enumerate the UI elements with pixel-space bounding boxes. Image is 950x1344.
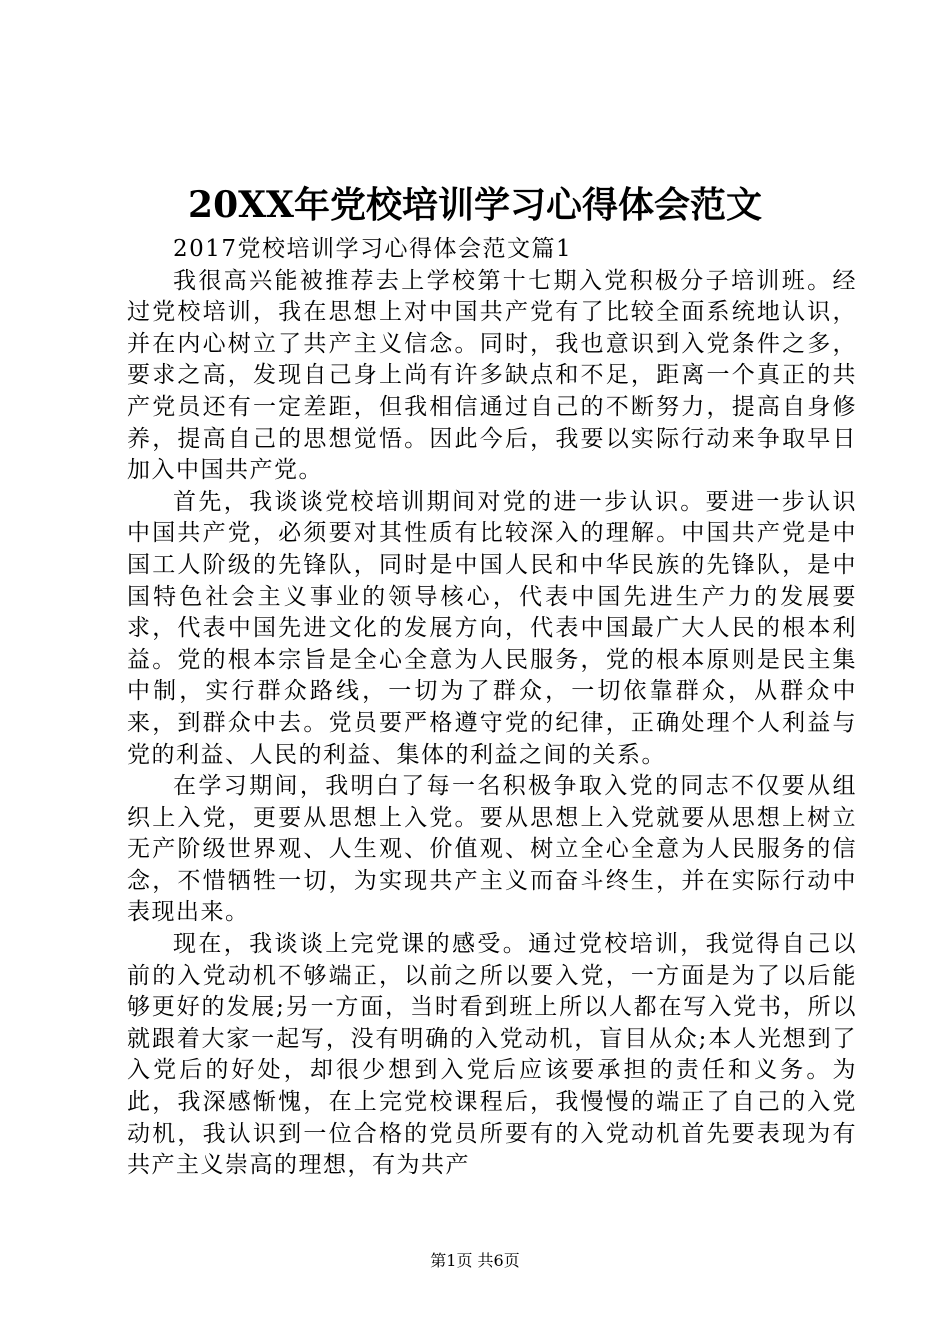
- paragraph-4: 现在，我谈谈上完党课的感受。通过党校培训，我觉得自己以前的入党动机不够端正，以前之所以要入党，一方面是为了以后能够更好的发展;另一方面，当时看到班上所以人都在写入党书，所以就跟着大家一起写，没有明确的入党动机，盲目从众;本人光想到了入党后的好处，却很少想到入党后应该要承担的责任和义务。为此，我深感惭愧，在上完党校课程后，我慢慢的端正了自己的入党动机，我认识到一位合格的党员所要有的入党动机首先要表现为有共产主义崇高的理想，有为共产: [127, 931, 857, 1179]
- paragraph-1: 我很高兴能被推荐去上学校第十七期入党积极分子培训班。经过党校培训，我在思想上对中国共产党有了比较全面系统地认识，并在内心树立了共产主义信念。同时，我也意识到入党条件之多，要求之高，发现自己身上尚有许多缺点和不足，距离一个真正的共产党员还有一定差距，但我相信通过自己的不断努力，提高自身修养，提高自己的思想觉悟。因此今后，我要以实际行动来争取早日加入中国共产党。: [127, 267, 857, 484]
- document-title: 20XX年党校培训学习心得体会范文: [188, 184, 762, 226]
- paragraph-3: 在学习期间，我明白了每一名积极争取入党的同志不仅要从组织上入党，更要从思想上入党。要从思想上入党就要从思想上树立无产阶级世界观、人生观、价值观、树立全心全意为人民服务的信念，不惜牺牲一切，为实现共产主义而奋斗终生，并在实际行动中表现出来。: [127, 773, 857, 926]
- document-body: [127, 234, 857, 1182]
- section-heading: 2017党校培训学习心得体会范文篇1: [173, 236, 573, 262]
- page-footer: 第1页 共6页: [430, 1251, 520, 1270]
- paragraph-2: 首先，我谈谈党校培训期间对党的进一步认识。要进一步认识中国共产党，必须要对其性质有比较深入的理解。中国共产党是中国工人阶级的先锋队，同时是中国人民和中华民族的先锋队，是中国特色社会主义事业的领导核心，代表中国先进生产力的发展要求，代表中国先进文化的发展方向，代表中国最广大人民的根本利益。党的根本宗旨是全心全意为人民服务，党的根本原则是民主集中制，实行群众路线，一切为了群众，一切依靠群众，从群众中来，到群众中去。党员要严格遵守党的纪律，正确处理个人利益与党的利益、人民的利益、集体的利益之间的关系。: [127, 488, 857, 768]
